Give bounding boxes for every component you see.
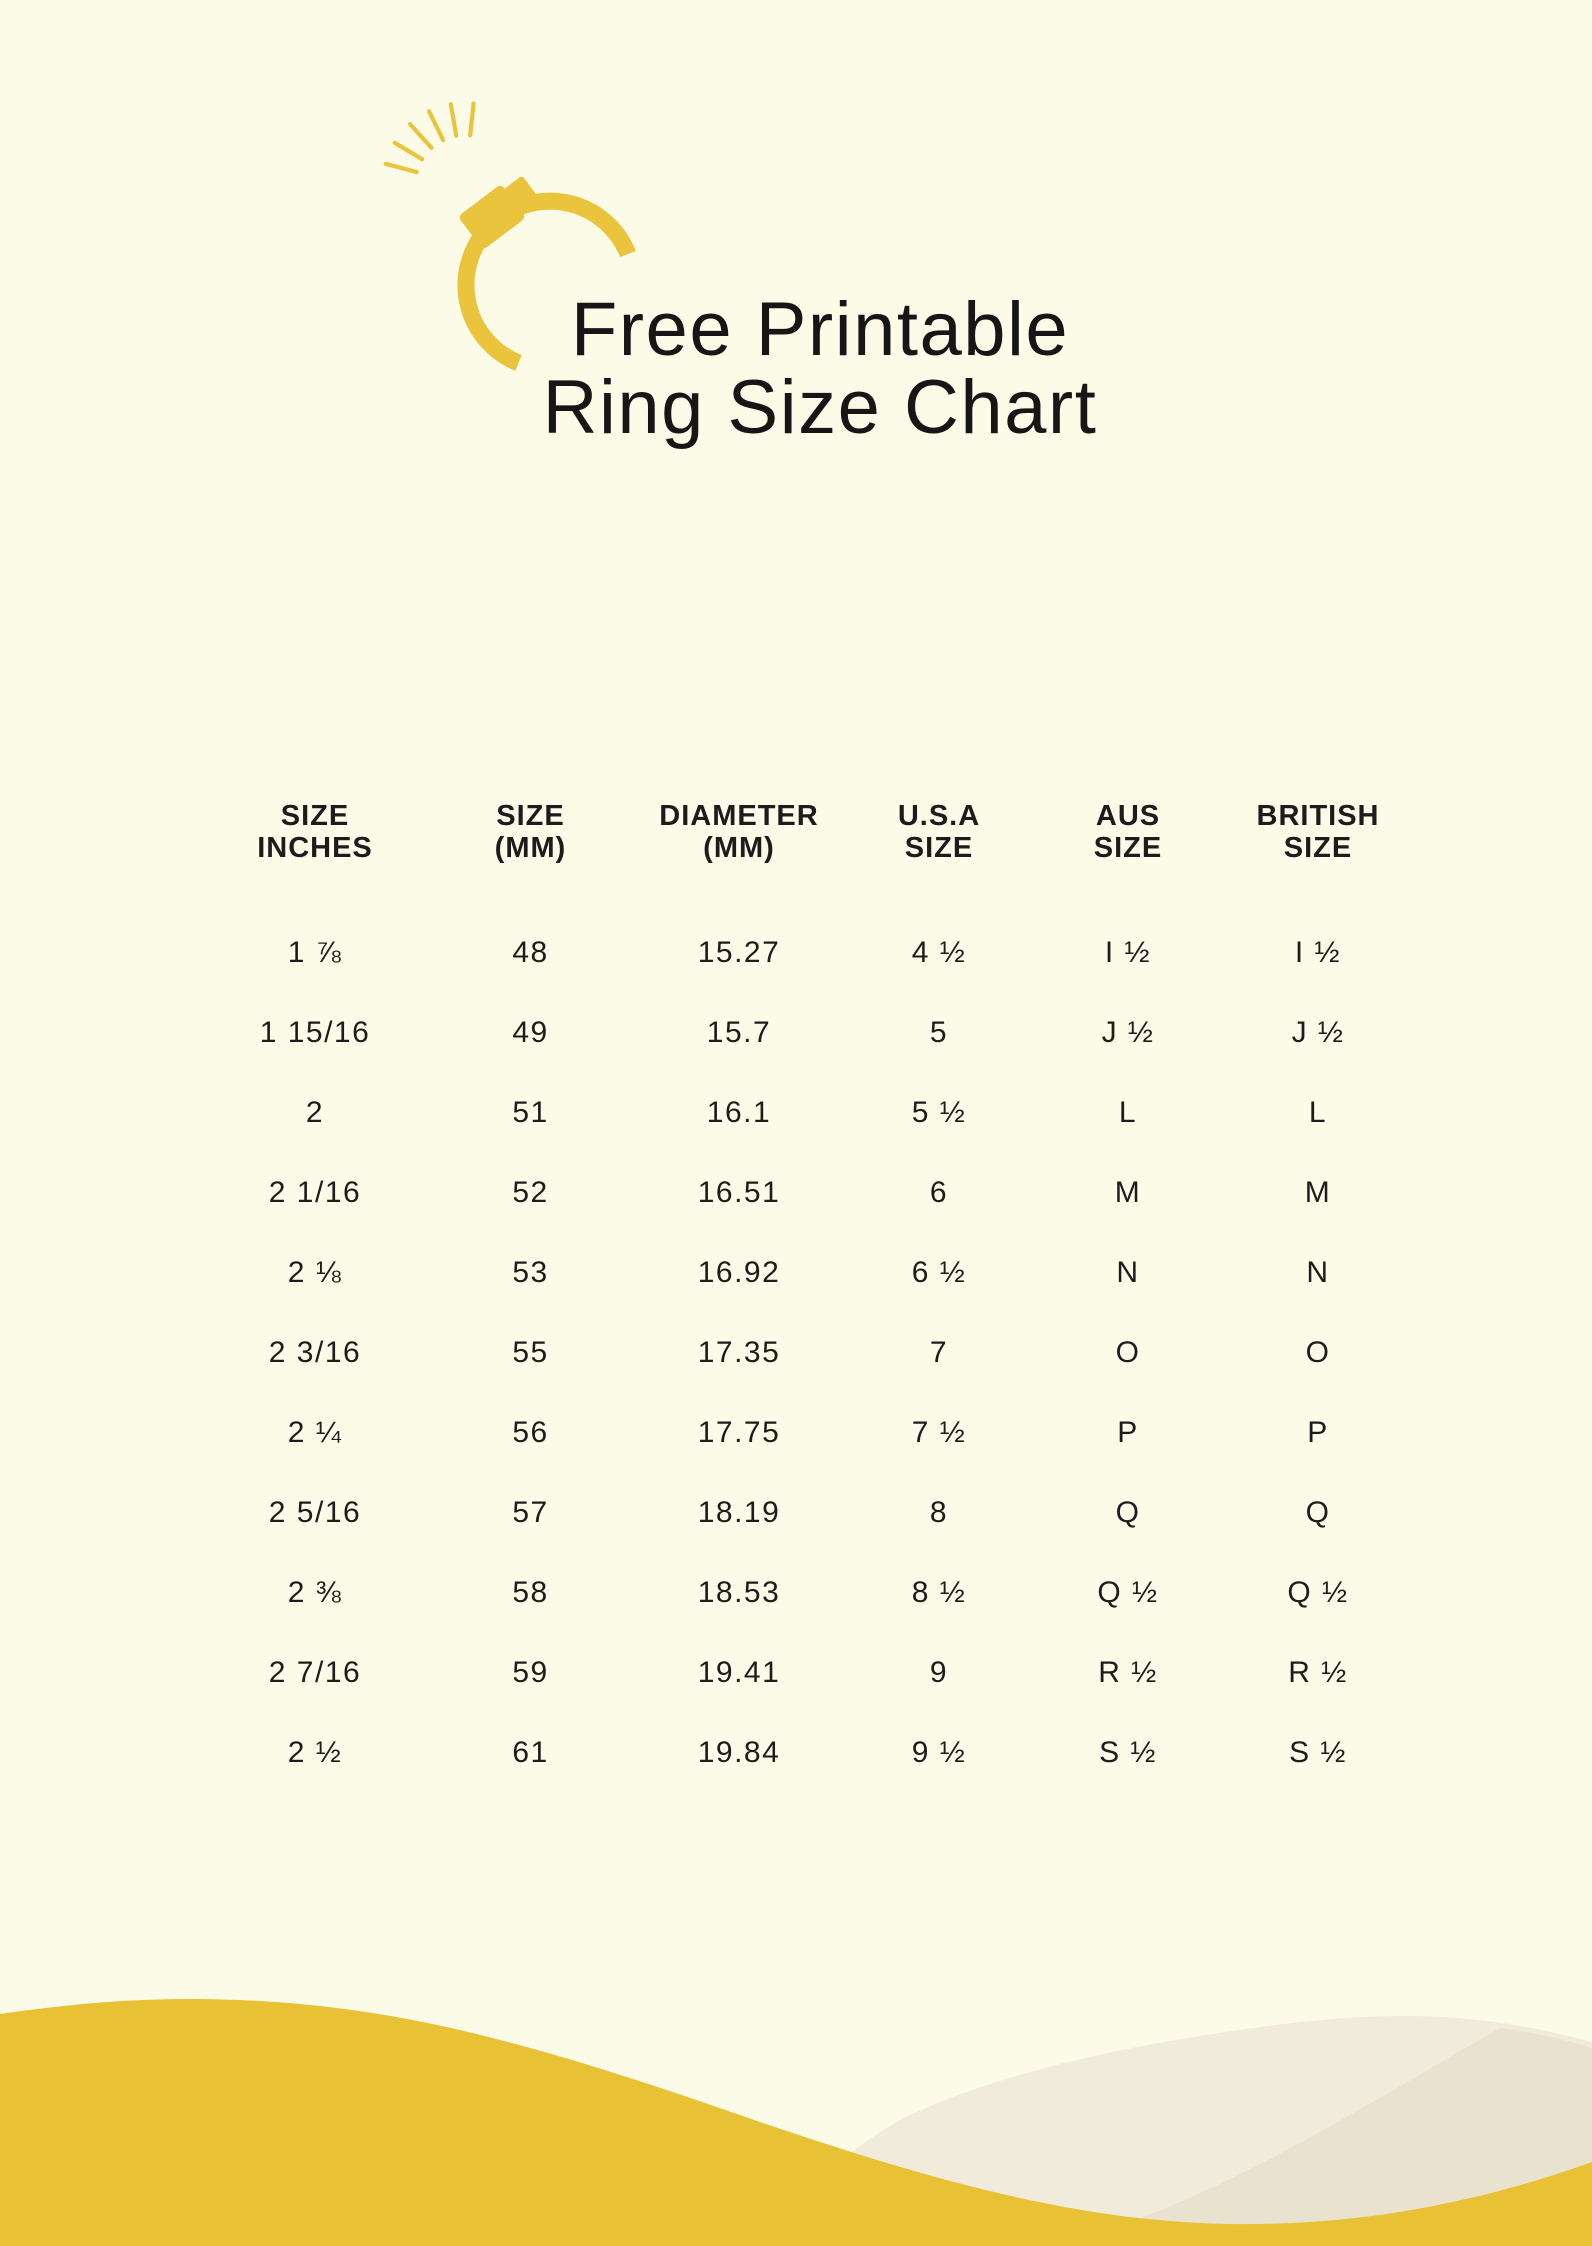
table-cell: 2 5/16 [268,1496,362,1529]
column-header-line: DIAMETER [659,800,819,832]
table-row [205,1393,1416,1473]
column-header-line: SIZE [496,800,565,832]
column-header-line: (MM) [703,832,775,864]
column-header-line: SIZE [1093,832,1163,864]
table-cell: M [1114,1176,1142,1209]
table-cell: 15.27 [697,936,781,969]
table-cell: 5 ½ [911,1096,967,1129]
page-title [420,287,1220,450]
table-cell: 51 [512,1096,549,1129]
table-cell: 55 [512,1336,549,1369]
table-cell: 2 7/16 [268,1656,362,1689]
table-row [205,913,1416,993]
table-row [205,1713,1416,1793]
column-header [425,800,636,864]
table-cell: 5 [929,1016,949,1049]
column-header-line: INCHES [257,832,373,864]
column-header-line: BRITISH [1256,800,1380,832]
table-cell: 58 [512,1576,549,1609]
table-cell: 18.53 [697,1576,781,1609]
table-cell: 52 [512,1176,549,1209]
table-cell: 53 [512,1256,549,1289]
table-cell: 2 1/16 [268,1176,362,1209]
column-header [842,800,1036,864]
sparkle-rays-icon [386,104,474,173]
table-cell: 2 ½ [287,1736,343,1769]
table-cell: O [1115,1336,1141,1369]
table-cell: P [1117,1416,1139,1449]
table-cell: 6 [929,1176,949,1209]
column-header-line: SIZE [280,800,350,832]
ring-size-table [205,800,1416,1793]
size-table-body [205,913,1416,1793]
table-cell: P [1307,1416,1329,1449]
column-header-line: U.S.A [897,800,981,832]
page-title-line-2: Ring Size Chart [542,365,1098,450]
table-cell: L [1118,1096,1138,1129]
table-cell: S ½ [1289,1736,1347,1769]
table-cell: 8 ½ [911,1576,967,1609]
table-row [205,993,1416,1073]
column-header-line: SIZE [904,832,974,864]
table-cell: 2 [305,1096,325,1129]
table-cell: N [1306,1256,1330,1289]
table-cell: 19.84 [697,1736,781,1769]
table-cell: 1 15/16 [259,1016,371,1049]
table-cell: 7 ½ [911,1416,967,1449]
table-cell: 16.1 [706,1096,772,1129]
table-row [205,1313,1416,1393]
table-cell: 57 [512,1496,549,1529]
table-cell: 1 ⅞ [287,936,343,969]
table-cell: N [1116,1256,1140,1289]
table-cell: M [1304,1176,1332,1209]
table-cell: 15.7 [706,1016,772,1049]
table-cell: 16.92 [697,1256,781,1289]
table-cell: Q ½ [1097,1576,1159,1609]
table-cell: 6 ½ [911,1256,967,1289]
table-cell: 8 [929,1496,949,1529]
table-cell: 2 ⅛ [287,1256,343,1289]
table-cell: L [1308,1096,1328,1129]
table-cell: J ½ [1101,1016,1155,1049]
column-header [1036,800,1220,864]
table-row [205,1233,1416,1313]
column-header [1220,800,1416,864]
table-row [205,1633,1416,1713]
table-cell: S ½ [1099,1736,1157,1769]
table-cell: R ½ [1288,1656,1348,1689]
table-row [205,1153,1416,1233]
table-cell: 7 [929,1336,949,1369]
column-header [636,800,842,864]
table-cell: 17.35 [697,1336,781,1369]
column-header [205,800,425,864]
table-cell: O [1305,1336,1331,1369]
table-row [205,1473,1416,1553]
table-cell: I ½ [1294,936,1342,969]
column-header-line: (MM) [494,832,567,864]
size-table-header [205,800,1416,864]
bottom-wave-decoration [0,1946,1592,2246]
table-cell: Q [1115,1496,1141,1529]
table-cell: 9 [929,1656,949,1689]
table-cell: 19.41 [697,1656,781,1689]
table-row [205,1073,1416,1153]
table-cell: 9 ½ [911,1736,967,1769]
table-cell: I ½ [1104,936,1152,969]
table-cell: 2 ¼ [287,1416,343,1449]
column-header-line: SIZE [1283,832,1353,864]
table-cell: 4 ½ [911,936,967,969]
table-cell: R ½ [1098,1656,1158,1689]
table-cell: 2 3/16 [268,1336,362,1369]
table-cell: 16.51 [697,1176,781,1209]
table-cell: 56 [512,1416,549,1449]
table-cell: 59 [512,1656,549,1689]
table-cell: J ½ [1291,1016,1345,1049]
table-cell: 17.75 [697,1416,781,1449]
table-cell: 2 ⅜ [287,1576,343,1609]
table-cell: 18.19 [697,1496,781,1529]
page-title-line-1: Free Printable [570,287,1070,372]
table-cell: 49 [512,1016,549,1049]
table-cell: Q [1305,1496,1331,1529]
table-cell: 48 [512,936,549,969]
table-cell: 61 [512,1736,549,1769]
column-header-line: AUS [1095,800,1161,832]
table-row [205,1553,1416,1633]
table-cell: Q ½ [1287,1576,1349,1609]
